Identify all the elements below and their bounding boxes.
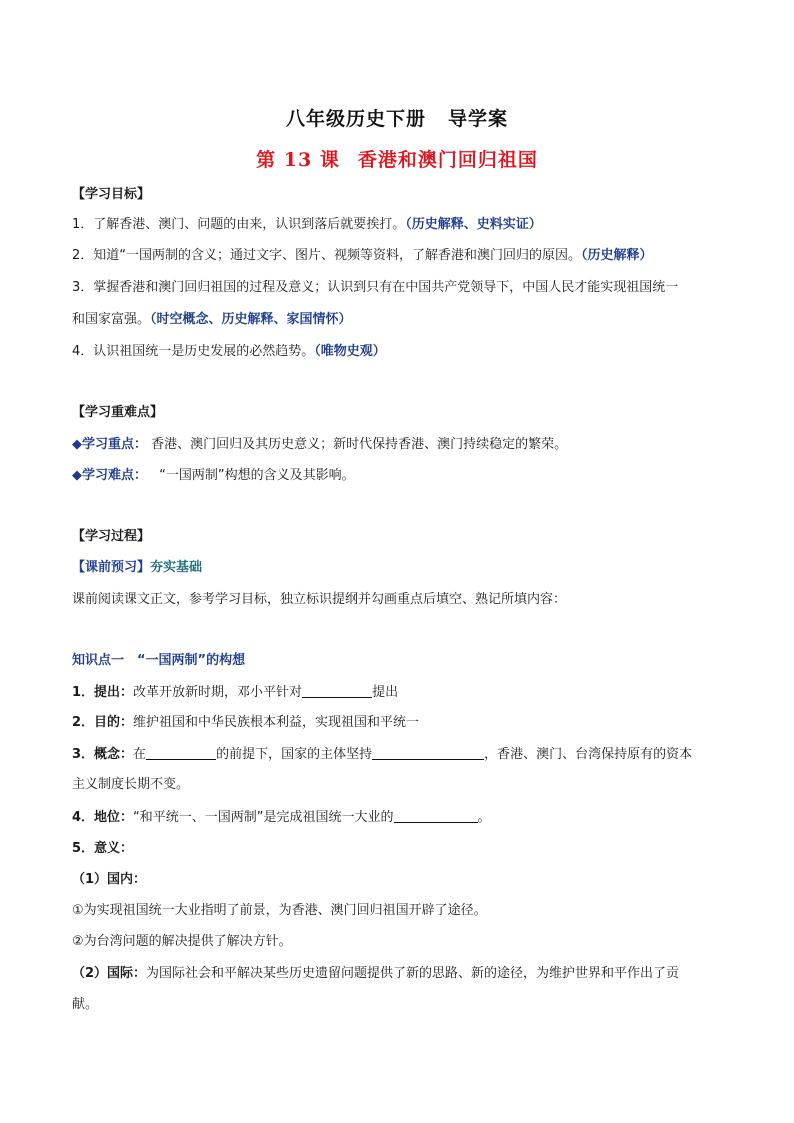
objective-item: 3．掌握香港和澳门回归祖国的过程及意义；认识到只有在中国共产党领导下，中国人民才能实现祖国统一 — [72, 280, 679, 295]
objective-item: 2．知道“一国两制的含义；通过文字、图片、视频等资料，了解香港和澳门回归的原因。（历史解释） — [72, 248, 653, 263]
focus-line — [72, 436, 567, 454]
objectives-heading: 【学习目标】 — [72, 187, 151, 202]
objective-item: 4．认识祖国统一是历史发展的必然趋势。（唯物史观） — [72, 344, 386, 359]
fill-blank[interactable] — [146, 745, 216, 760]
title-type: 导学案 — [448, 108, 509, 130]
knowledge-item: 5．意义： — [72, 841, 134, 856]
title-grade: 八年级历史下册 — [285, 108, 426, 130]
preview-title: 夯实基础 — [150, 560, 203, 575]
fill-blank[interactable] — [302, 683, 372, 698]
document-title — [0, 104, 794, 131]
fill-blank[interactable] — [394, 808, 478, 823]
fill-blank[interactable] — [372, 745, 484, 760]
preview-label: 【课前预习】 — [72, 560, 151, 575]
international-line-continued: 献。 — [72, 997, 99, 1012]
focus-label: ◆学习重点： — [72, 437, 147, 452]
process-heading: 【学习过程】 — [72, 529, 151, 544]
lesson-title — [0, 145, 794, 172]
domestic-label: （1）国内： — [72, 872, 147, 887]
knowledge-item: 2．目的：维护祖国和中华民族根本利益，实现祖国和平统一 — [72, 715, 420, 730]
domestic-point: ①为实现祖国统一大业指明了前景，为香港、澳门回归祖国开辟了途径。 — [72, 903, 487, 918]
lesson-number: 第 13 课 — [256, 149, 340, 171]
difficulty-line — [72, 467, 355, 485]
objective-item: 和国家富强。（时空概念、历史解释、家国情怀） — [72, 312, 352, 327]
focus-text: 香港、澳门回归及其历史意义；新时代保持香港、澳门持续稳定的繁荣。 — [151, 437, 568, 452]
objective-item: 1．了解香港、澳门、问题的由来，认识到落后就要挨打。（历史解释、史料实证） — [72, 217, 542, 232]
international-line: （2）国际：为国际社会和平解决某些历史遗留问题提供了新的思路、新的途径，为维护世界和平作出了贡 — [72, 966, 680, 981]
knowledge-item: 4．地位：“和平统一、一国两制”是完成祖国统一大业的 。 — [72, 810, 491, 825]
domestic-point: ②为台湾问题的解决提供了解决方针。 — [72, 934, 292, 949]
key-points-heading: 【学习重难点】 — [72, 405, 164, 420]
knowledge-item: 3．概念：在 的前提下，国家的主体坚持 ，香港、澳门、台湾保持原有的资本 — [72, 747, 693, 762]
knowledge-item: 1．提出：改革开放新时期，邓小平针对 提出 — [72, 685, 399, 700]
difficulty-text: “一国两制”构想的含义及其影响。 — [159, 468, 355, 483]
preview-line — [72, 559, 202, 577]
knowledge-item-continued: 主义制度长期不变。 — [72, 777, 190, 792]
knowledge-heading: 知识点一 “一国两制”的构想 — [72, 653, 246, 668]
difficulty-label: ◆学习难点： — [72, 468, 147, 483]
lesson-name: 香港和澳门回归祖国 — [357, 149, 538, 171]
instruction-text: 课前阅读课文正文，参考学习目标，独立标识提纲并勾画重点后填空、熟记所填内容： — [72, 592, 567, 607]
